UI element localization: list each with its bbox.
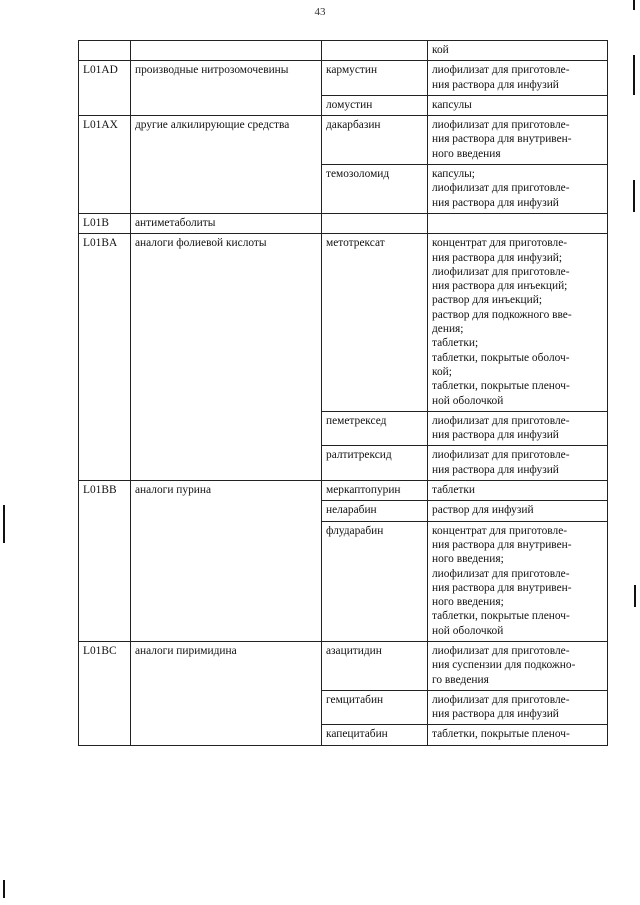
substance-cell: капецитабин bbox=[322, 725, 428, 745]
substance-cell: ломустин bbox=[322, 95, 428, 115]
dosage-form-line: ния раствора для инфузий bbox=[432, 196, 559, 209]
dosage-form-line: таблетки, покрытые пленоч- bbox=[432, 380, 570, 393]
dosage-form-line: ния раствора для инфузий bbox=[432, 463, 559, 476]
substance-cell: ралтитрексид bbox=[322, 446, 428, 481]
dosage-form-line: кой; bbox=[432, 365, 452, 378]
atc-code-cell: L01AD bbox=[79, 61, 131, 116]
dosage-form-line: таблетки, покрытые оболоч- bbox=[432, 351, 570, 364]
substance-cell: флударабин bbox=[322, 521, 428, 641]
dosage-form-line: кой bbox=[432, 44, 449, 56]
substance-cell: гемцитабин bbox=[322, 690, 428, 725]
dosage-forms-cell bbox=[428, 213, 608, 233]
dosage-form-line: ния раствора для инфузий bbox=[432, 429, 559, 442]
dosage-form-line: ния суспензии для подкожно- bbox=[432, 659, 576, 672]
dosage-form-line: таблетки bbox=[432, 484, 476, 497]
substance-cell: кармустин bbox=[322, 61, 428, 96]
drug-group-cell: антиметаболиты bbox=[131, 213, 322, 233]
dosage-form-line: дения; bbox=[432, 323, 464, 336]
dosage-form-line: ния раствора для инфузий; bbox=[432, 251, 563, 264]
substance-cell: меркаптопурин bbox=[322, 481, 428, 501]
dosage-form-line: лиофилизат для приготовле- bbox=[432, 693, 570, 706]
dosage-form-line: лиофилизат для приготовле- bbox=[432, 644, 570, 657]
dosage-form-line: раствор для инфузий bbox=[432, 504, 534, 517]
drug-classification-table bbox=[78, 40, 608, 746]
scan-edge-mark bbox=[633, 180, 635, 212]
dosage-form-line: ния раствора для внутривен- bbox=[432, 581, 572, 594]
dosage-form-line: таблетки, покрытые пленоч- bbox=[432, 610, 570, 623]
dosage-form-line: раствор для подкожного вве- bbox=[432, 308, 572, 321]
atc-code-cell: L01AX bbox=[79, 116, 131, 214]
dosage-form-line: лиофилизат для приготовле- bbox=[432, 182, 570, 195]
page-number: 43 bbox=[314, 6, 326, 15]
atc-code-cell: L01B bbox=[79, 213, 131, 233]
dosage-forms-cell bbox=[428, 446, 608, 481]
atc-code-cell: L01BB bbox=[79, 481, 131, 642]
dosage-form-line: ного введения; bbox=[432, 553, 504, 566]
dosage-forms-cell bbox=[428, 690, 608, 725]
table-row bbox=[79, 641, 608, 690]
drug-group-cell: другие алкилирующие средства bbox=[131, 116, 322, 214]
dosage-form-line: таблетки, покрытые пленоч- bbox=[432, 728, 570, 741]
dosage-form-line: ной оболочкой bbox=[432, 394, 504, 407]
dosage-form-line: ной оболочкой bbox=[432, 624, 504, 637]
dosage-form-line: ния раствора для внутривен- bbox=[432, 133, 572, 146]
atc-code-cell: L01BC bbox=[79, 641, 131, 745]
substance-cell: неларабин bbox=[322, 501, 428, 521]
scan-edge-mark bbox=[633, 0, 635, 10]
dosage-forms-cell bbox=[428, 116, 608, 165]
dosage-form-line: лиофилизат для приготовле- bbox=[432, 414, 570, 427]
dosage-forms-cell bbox=[428, 501, 608, 521]
dosage-form-line: концентрат для приготовле- bbox=[432, 524, 568, 537]
dosage-form-line: капсулы; bbox=[432, 168, 475, 181]
dosage-forms-cell bbox=[428, 234, 608, 412]
dosage-form-line: ного введения; bbox=[432, 596, 504, 609]
dosage-forms-cell bbox=[428, 95, 608, 115]
dosage-forms-cell bbox=[428, 411, 608, 446]
table-row bbox=[79, 481, 608, 501]
drug-group-cell bbox=[131, 41, 322, 61]
dosage-forms-cell bbox=[428, 641, 608, 690]
dosage-forms-cell bbox=[428, 725, 608, 745]
substance-cell: дакарбазин bbox=[322, 116, 428, 165]
dosage-form-line: ного введения bbox=[432, 147, 501, 160]
dosage-form-line: ния раствора для инъекций; bbox=[432, 280, 568, 293]
scan-edge-mark bbox=[634, 585, 636, 607]
table-row bbox=[79, 234, 608, 412]
dosage-forms-cell bbox=[428, 481, 608, 501]
dosage-form-line: лиофилизат для приготовле- bbox=[432, 119, 570, 132]
dosage-form-line: капсулы bbox=[432, 98, 472, 111]
table-row bbox=[79, 116, 608, 165]
dosage-forms-cell bbox=[428, 61, 608, 96]
dosage-form-line: ния раствора для инфузий bbox=[432, 708, 559, 721]
substance-cell: темозоломид bbox=[322, 165, 428, 214]
substance-cell: пеметрексед bbox=[322, 411, 428, 446]
drug-group-cell: аналоги пиримидина bbox=[131, 641, 322, 745]
substance-cell bbox=[322, 213, 428, 233]
table-row bbox=[79, 41, 608, 61]
atc-code-cell bbox=[79, 41, 131, 61]
drug-group-cell: аналоги пурина bbox=[131, 481, 322, 642]
dosage-form-line: лиофилизат для приготовле- bbox=[432, 449, 570, 462]
dosage-form-line: раствор для инъекций; bbox=[432, 294, 543, 307]
scan-edge-mark bbox=[3, 880, 5, 898]
table-row bbox=[79, 213, 608, 233]
atc-code-cell: L01BA bbox=[79, 234, 131, 481]
drug-group-cell: производные нитрозомочевины bbox=[131, 61, 322, 116]
scan-edge-mark bbox=[633, 55, 635, 95]
dosage-form-line: ния раствора для внутривен- bbox=[432, 538, 572, 551]
scan-edge-mark bbox=[3, 505, 5, 543]
dosage-forms-cell bbox=[428, 521, 608, 641]
dosage-form-line: лиофилизат для приготовле- bbox=[432, 265, 570, 278]
substance-cell: азацитидин bbox=[322, 641, 428, 690]
dosage-forms-cell bbox=[428, 165, 608, 214]
dosage-forms-cell bbox=[428, 41, 608, 61]
dosage-form-line: лиофилизат для приготовле- bbox=[432, 64, 570, 77]
dosage-form-line: таблетки; bbox=[432, 337, 479, 350]
dosage-form-line: концентрат для приготовле- bbox=[432, 237, 568, 250]
drug-group-cell: аналоги фолиевой кислоты bbox=[131, 234, 322, 481]
dosage-form-line: го введения bbox=[432, 673, 489, 686]
dosage-form-line: ния раствора для инфузий bbox=[432, 78, 559, 91]
substance-cell: метотрексат bbox=[322, 234, 428, 412]
dosage-form-line: лиофилизат для приготовле- bbox=[432, 567, 570, 580]
substance-cell bbox=[322, 41, 428, 61]
table-row bbox=[79, 61, 608, 96]
